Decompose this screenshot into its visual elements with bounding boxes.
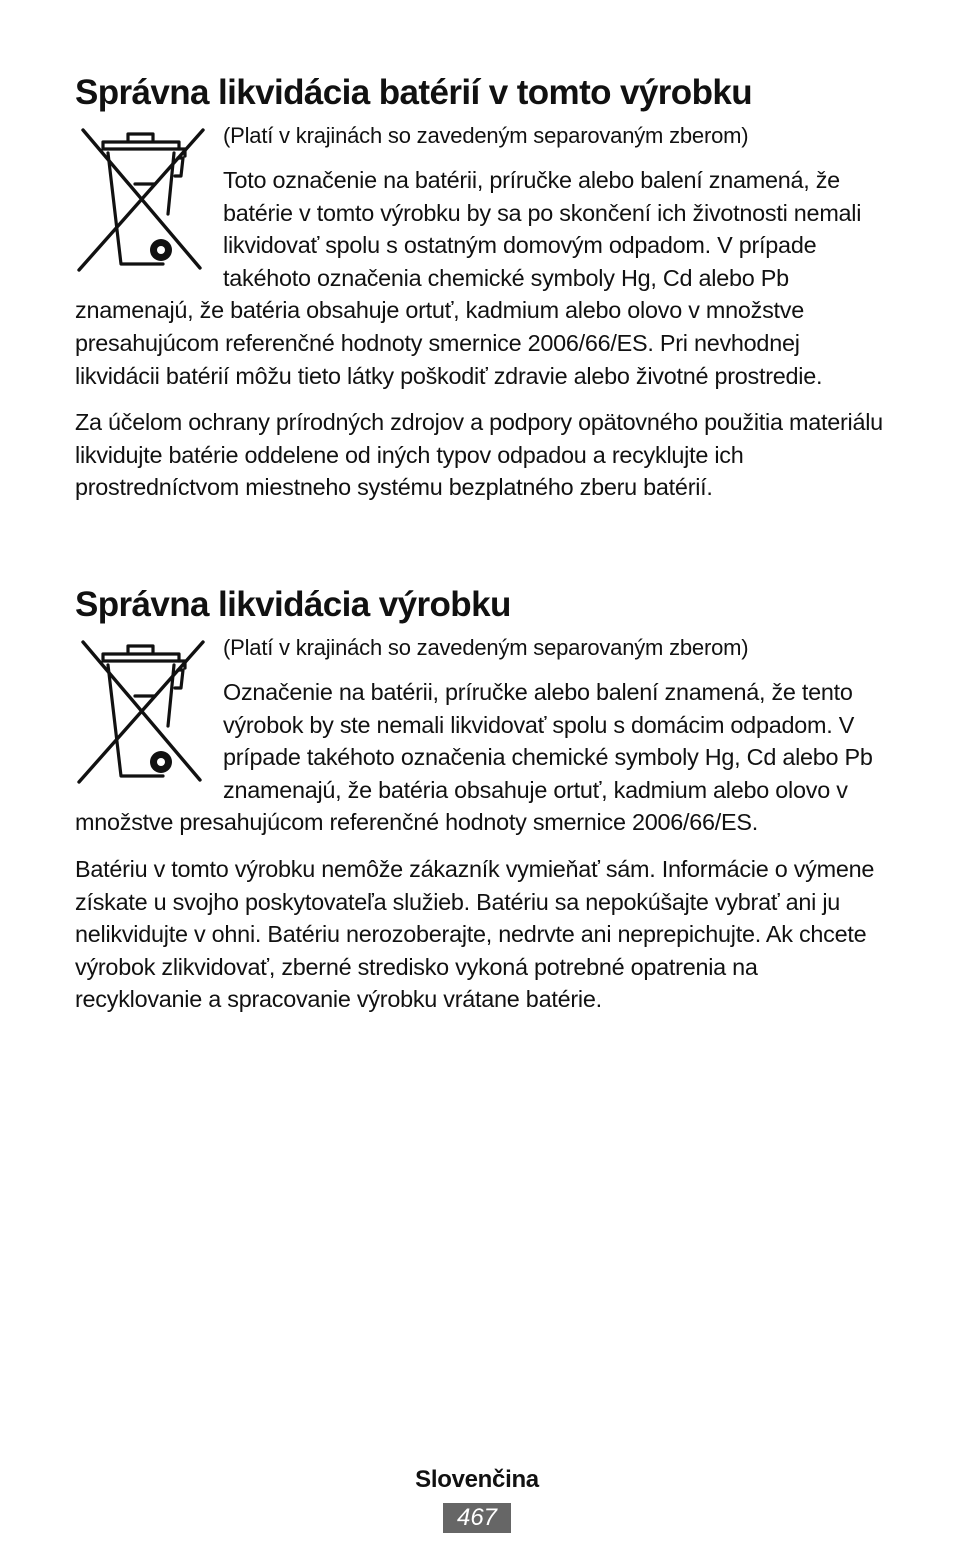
applicability-note: (Platí v krajinách so zavedeným separovaným zberom) — [223, 123, 749, 148]
page-number: 467 — [443, 1503, 511, 1533]
document-page — [75, 70, 885, 1030]
page-footer — [0, 1465, 954, 1533]
battery-disposal-section — [75, 70, 885, 504]
section-paragraph: Batériu v tomto výrobku nemôže zákazník vymieňať sám. Informácie o výmene získate u svojho poskytovateľa služieb. Batériu sa nepokúšajte vybrať ani ju nelikvidujte v ohni. Batériu nerozoberajte, nedrvte ani neprepichujte. Ak chcete výrobok zlikvidovať, zberné stredisko vykoná potrebné opatrenia na recyklovanie a spracovanie výrobku vrátane batérie. — [75, 855, 875, 1013]
section-paragraph: Označenie na batérii, príručke alebo balení znamená, že tento výrobok by ste nemali likvidovať spolu s domácim odpadom. V prípade takéhoto označenia chemické symboly Hg, Cd alebo Pb znamenajú, že batéria obsahuje ortuť, kadmium alebo olovo v množstve presahujúcom referenčné hodnoty smernice 2006/66/ES. — [75, 678, 873, 836]
section-heading: Správna likvidácia výrobku — [75, 584, 511, 624]
applicability-note: (Platí v krajinách so zavedeným separovaným zberom) — [223, 634, 749, 660]
product-disposal-section — [75, 582, 885, 1016]
section-paragraph: Toto označenie na batérii, príručke alebo balení znamená, že batérie v tomto výrobku by sa po skončení ich životnosti nemali likvidovať spolu s ostatným domovým odpadom. V prípade takéhoto označenia chemické symboly Hg, Cd alebo Pb znamenajú, že batéria obsahuje ortuť, kadmium alebo olovo v množstve presahujúcom referenčné hodnoty smernice 2006/66/ES. Pri nevhodnej likvidácii batérií môžu tieto látky poškodiť zdravie alebo životné prostredie. — [75, 167, 862, 389]
crossed-out-wheelie-bin-icon — [75, 126, 207, 274]
section-paragraph: Za účelom ochrany prírodných zdrojov a podpory opätovného použitia materiálu likvidujte batérie oddelene od iných typov odpadou a recyklujte ich prostredníctvom miestneho systému bezplatného zberu batérií. — [75, 409, 883, 501]
crossed-out-wheelie-bin-icon — [75, 638, 207, 786]
section-heading: Správna likvidácia batérií v tomto výrobku — [75, 73, 752, 112]
language-label: Slovenčina — [415, 1466, 539, 1493]
